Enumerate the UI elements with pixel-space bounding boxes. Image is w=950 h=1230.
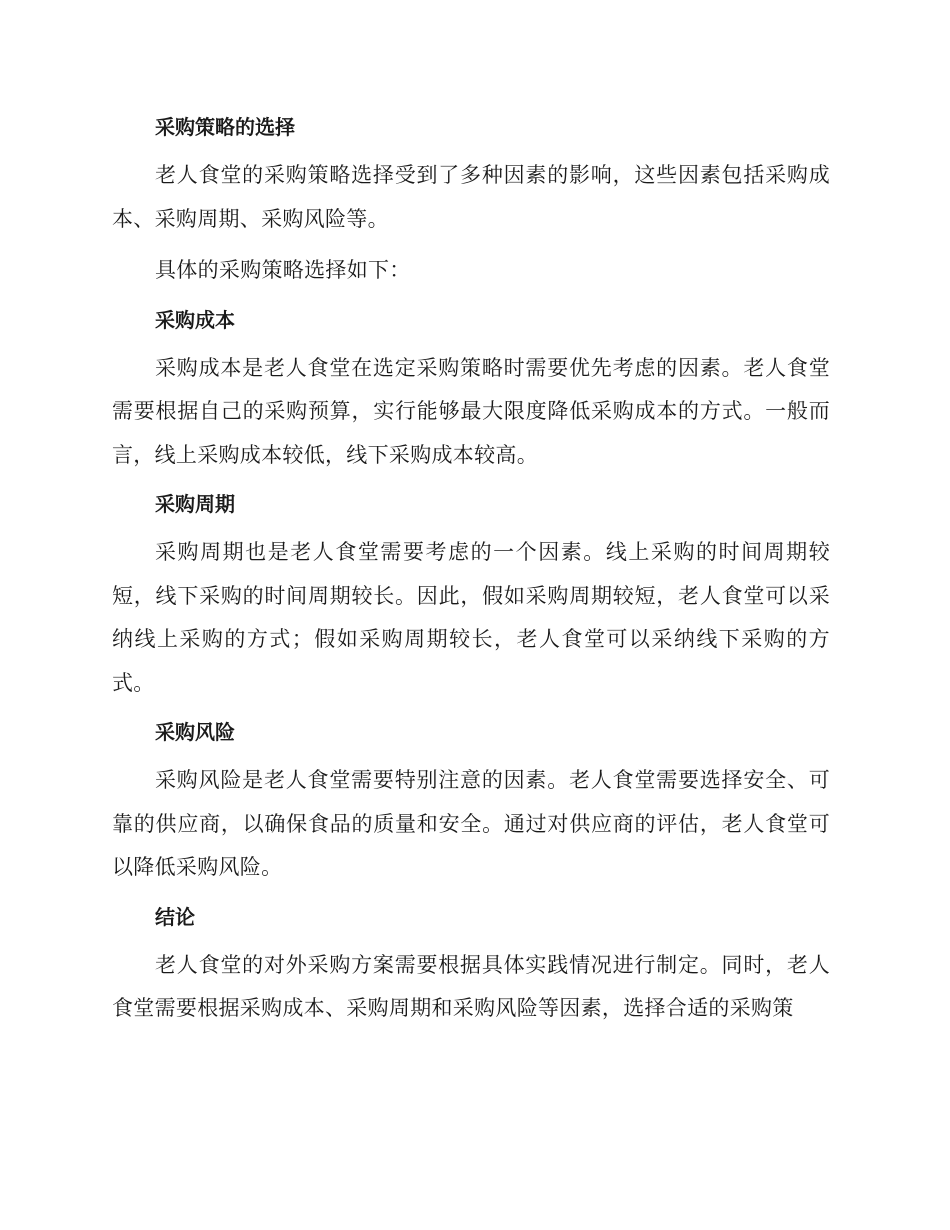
paragraph-strategy-factors: 老人食堂的采购策略选择受到了多种因素的影响，这些因素包括采购成本、采购周期、采购风险等。 (112, 163, 830, 231)
paragraph-cost: 采购成本是老人食堂在选定采购策略时需要优先考虑的因素。老人食堂需要根据自己的采购预算，实行能够最大限度降低采购成本的方式。一般而言，线上采购成本较低，线下采购成本较高。 (112, 355, 830, 467)
section-heading-cycle: 采购周期 (155, 492, 235, 516)
paragraph-risk: 采购风险是老人食堂需要特别注意的因素。老人食堂需要选择安全、可靠的供应商，以确保食品的质量和安全。通过对供应商的评估，老人食堂可以降低采购风险。 (112, 768, 830, 879)
section-heading-procurement-strategy: 采购策略的选择 (155, 115, 295, 139)
document-page (112, 108, 830, 1031)
paragraph-conclusion: 老人食堂的对外采购方案需要根据具体实践情况进行制定。同时，老人食堂需要根据采购成本、采购周期和采购风险等因素，选择合适的采购策 (112, 952, 830, 1020)
section-heading-conclusion: 结论 (155, 904, 195, 929)
section-heading-risk: 采购风险 (155, 720, 235, 744)
paragraph-cycle: 采购周期也是老人食堂需要考虑的一个因素。线上采购的时间周期较短，线下采购的时间周期较长。因此，假如采购周期较短，老人食堂可以采纳线上采购的方式；假如采购周期较长，老人食堂可以采纳线下采购的方式。 (112, 540, 830, 695)
section-heading-cost: 采购成本 (155, 307, 235, 332)
paragraph-strategy-intro: 具体的采购策略选择如下： (155, 258, 411, 282)
